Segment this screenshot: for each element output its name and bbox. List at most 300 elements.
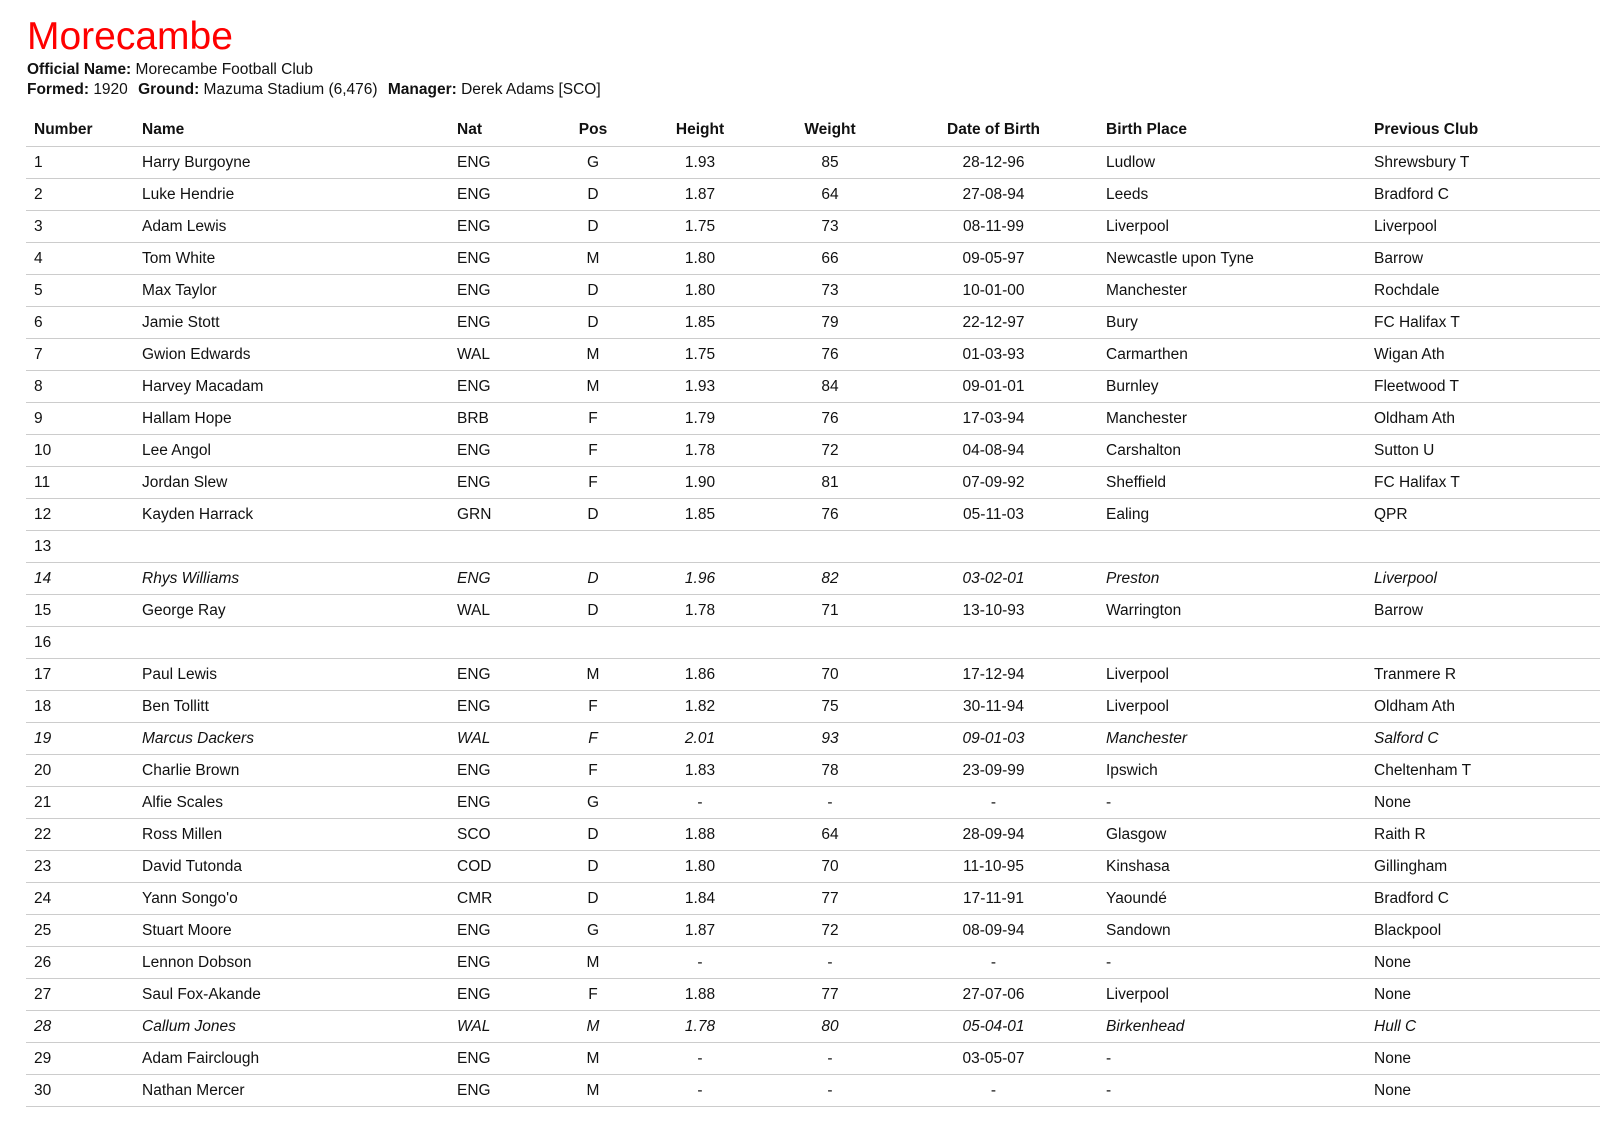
- player-name: Nathan Mercer: [134, 1075, 449, 1107]
- player-weight: 64: [771, 819, 889, 851]
- player-nationality: GRN: [449, 499, 557, 531]
- player-height: [629, 531, 771, 563]
- player-birth-place: Warrington: [1098, 595, 1366, 627]
- player-position: D: [557, 883, 629, 915]
- player-previous-club: Sutton U: [1366, 435, 1600, 467]
- player-date-of-birth: 17-03-94: [889, 403, 1098, 435]
- player-date-of-birth: 05-04-01: [889, 1011, 1098, 1043]
- player-position: [557, 531, 629, 563]
- player-weight: [771, 531, 889, 563]
- player-previous-club: Shrewsbury T: [1366, 147, 1600, 179]
- player-date-of-birth: 09-01-03: [889, 723, 1098, 755]
- player-previous-club: Wigan Ath: [1366, 339, 1600, 371]
- player-previous-club: None: [1366, 947, 1600, 979]
- table-row: [26, 467, 1600, 499]
- player-date-of-birth: [889, 531, 1098, 563]
- player-height: 1.87: [629, 179, 771, 211]
- table-row: [26, 627, 1600, 659]
- player-previous-club: [1366, 531, 1600, 563]
- player-position: M: [557, 339, 629, 371]
- player-date-of-birth: 01-03-93: [889, 339, 1098, 371]
- player-birth-place: Manchester: [1098, 275, 1366, 307]
- player-position: D: [557, 563, 629, 595]
- player-number: 3: [26, 211, 134, 243]
- table-header-row: [26, 114, 1600, 147]
- player-name: Jamie Stott: [134, 307, 449, 339]
- player-height: -: [629, 787, 771, 819]
- player-height: 1.86: [629, 659, 771, 691]
- player-nationality: WAL: [449, 723, 557, 755]
- column-header-height: Height: [629, 114, 771, 147]
- player-weight: 76: [771, 339, 889, 371]
- player-nationality: ENG: [449, 947, 557, 979]
- player-date-of-birth: 30-11-94: [889, 691, 1098, 723]
- page-title: Morecambe: [27, 15, 233, 58]
- player-number: 20: [26, 755, 134, 787]
- player-date-of-birth: 27-08-94: [889, 179, 1098, 211]
- manager-value: Derek Adams [SCO]: [461, 81, 601, 98]
- player-previous-club: FC Halifax T: [1366, 307, 1600, 339]
- player-name: [134, 531, 449, 563]
- player-height: 1.96: [629, 563, 771, 595]
- player-name: Rhys Williams: [134, 563, 449, 595]
- player-birth-place: Manchester: [1098, 403, 1366, 435]
- player-name: Hallam Hope: [134, 403, 449, 435]
- player-number: 28: [26, 1011, 134, 1043]
- player-date-of-birth: 28-12-96: [889, 147, 1098, 179]
- player-previous-club: Blackpool: [1366, 915, 1600, 947]
- player-weight: 75: [771, 691, 889, 723]
- player-height: 1.82: [629, 691, 771, 723]
- player-position: D: [557, 307, 629, 339]
- player-nationality: ENG: [449, 1043, 557, 1075]
- column-header-pos: Pos: [557, 114, 629, 147]
- table-row: [26, 851, 1600, 883]
- player-nationality: CMR: [449, 883, 557, 915]
- player-weight: 72: [771, 915, 889, 947]
- column-header-birth-place: Birth Place: [1098, 114, 1366, 147]
- table-row: [26, 499, 1600, 531]
- player-weight: 70: [771, 851, 889, 883]
- player-height: [629, 627, 771, 659]
- player-nationality: WAL: [449, 1011, 557, 1043]
- player-nationality: [449, 627, 557, 659]
- player-number: 5: [26, 275, 134, 307]
- player-name: Marcus Dackers: [134, 723, 449, 755]
- player-nationality: ENG: [449, 979, 557, 1011]
- player-previous-club: None: [1366, 787, 1600, 819]
- player-position: M: [557, 243, 629, 275]
- player-weight: 71: [771, 595, 889, 627]
- player-position: M: [557, 1043, 629, 1075]
- player-date-of-birth: 27-07-06: [889, 979, 1098, 1011]
- player-previous-club: Barrow: [1366, 595, 1600, 627]
- manager-label: Manager:: [387, 81, 457, 98]
- player-nationality: [449, 531, 557, 563]
- player-number: 8: [26, 371, 134, 403]
- table-row: [26, 1075, 1600, 1107]
- player-position: D: [557, 211, 629, 243]
- player-nationality: WAL: [449, 339, 557, 371]
- player-height: 1.87: [629, 915, 771, 947]
- player-name: George Ray: [134, 595, 449, 627]
- player-name: Tom White: [134, 243, 449, 275]
- player-name: Kayden Harrack: [134, 499, 449, 531]
- player-number: 22: [26, 819, 134, 851]
- player-height: 1.80: [629, 851, 771, 883]
- player-nationality: ENG: [449, 147, 557, 179]
- player-number: 4: [26, 243, 134, 275]
- player-name: Alfie Scales: [134, 787, 449, 819]
- player-name: Charlie Brown: [134, 755, 449, 787]
- player-nationality: ENG: [449, 1075, 557, 1107]
- player-position: F: [557, 979, 629, 1011]
- player-nationality: ENG: [449, 915, 557, 947]
- player-birth-place: Liverpool: [1098, 691, 1366, 723]
- player-date-of-birth: 11-10-95: [889, 851, 1098, 883]
- player-weight: -: [771, 787, 889, 819]
- player-number: 7: [26, 339, 134, 371]
- player-height: 1.79: [629, 403, 771, 435]
- player-position: M: [557, 947, 629, 979]
- table-row: [26, 147, 1600, 179]
- player-previous-club: Barrow: [1366, 243, 1600, 275]
- player-weight: -: [771, 1043, 889, 1075]
- table-row: [26, 179, 1600, 211]
- player-position: D: [557, 595, 629, 627]
- player-previous-club: Liverpool: [1366, 211, 1600, 243]
- player-number: 11: [26, 467, 134, 499]
- player-height: 2.01: [629, 723, 771, 755]
- player-date-of-birth: 03-02-01: [889, 563, 1098, 595]
- player-previous-club: Oldham Ath: [1366, 403, 1600, 435]
- player-number: 25: [26, 915, 134, 947]
- player-weight: 76: [771, 499, 889, 531]
- player-height: 1.80: [629, 243, 771, 275]
- player-birth-place: Kinshasa: [1098, 851, 1366, 883]
- player-name: Paul Lewis: [134, 659, 449, 691]
- player-number: 14: [26, 563, 134, 595]
- squad-table: [26, 114, 1600, 1107]
- player-date-of-birth: -: [889, 947, 1098, 979]
- player-previous-club: Bradford C: [1366, 883, 1600, 915]
- player-birth-place: Leeds: [1098, 179, 1366, 211]
- table-row: [26, 595, 1600, 627]
- player-nationality: ENG: [449, 691, 557, 723]
- player-position: F: [557, 723, 629, 755]
- player-birth-place: Carshalton: [1098, 435, 1366, 467]
- table-row: [26, 819, 1600, 851]
- player-birth-place: Birkenhead: [1098, 1011, 1366, 1043]
- player-position: F: [557, 691, 629, 723]
- player-weight: 72: [771, 435, 889, 467]
- player-name: Callum Jones: [134, 1011, 449, 1043]
- player-birth-place: -: [1098, 787, 1366, 819]
- player-weight: 70: [771, 659, 889, 691]
- player-name: Lee Angol: [134, 435, 449, 467]
- player-name: Ben Tollitt: [134, 691, 449, 723]
- player-date-of-birth: 17-12-94: [889, 659, 1098, 691]
- table-row: [26, 979, 1600, 1011]
- player-number: 6: [26, 307, 134, 339]
- table-row: [26, 915, 1600, 947]
- player-name: Adam Fairclough: [134, 1043, 449, 1075]
- player-height: 1.80: [629, 275, 771, 307]
- table-row: [26, 947, 1600, 979]
- table-row: [26, 755, 1600, 787]
- player-date-of-birth: 09-01-01: [889, 371, 1098, 403]
- player-height: 1.84: [629, 883, 771, 915]
- official-name-line: [27, 60, 601, 80]
- player-nationality: ENG: [449, 659, 557, 691]
- player-date-of-birth: 10-01-00: [889, 275, 1098, 307]
- player-name: Jordan Slew: [134, 467, 449, 499]
- player-previous-club: None: [1366, 1075, 1600, 1107]
- table-row: [26, 883, 1600, 915]
- player-name: Adam Lewis: [134, 211, 449, 243]
- squad-table-body: [26, 147, 1600, 1107]
- player-weight: 76: [771, 403, 889, 435]
- table-row: [26, 659, 1600, 691]
- player-number: 21: [26, 787, 134, 819]
- player-position: M: [557, 371, 629, 403]
- player-number: 23: [26, 851, 134, 883]
- player-weight: 81: [771, 467, 889, 499]
- player-number: 10: [26, 435, 134, 467]
- player-number: 2: [26, 179, 134, 211]
- player-number: 17: [26, 659, 134, 691]
- player-position: M: [557, 659, 629, 691]
- table-row: [26, 371, 1600, 403]
- player-weight: -: [771, 1075, 889, 1107]
- player-position: G: [557, 915, 629, 947]
- club-header: [27, 14, 601, 100]
- player-weight: -: [771, 947, 889, 979]
- player-number: 27: [26, 979, 134, 1011]
- player-date-of-birth: 09-05-97: [889, 243, 1098, 275]
- player-number: 18: [26, 691, 134, 723]
- player-birth-place: [1098, 627, 1366, 659]
- player-name: Luke Hendrie: [134, 179, 449, 211]
- player-previous-club: Tranmere R: [1366, 659, 1600, 691]
- player-birth-place: Ludlow: [1098, 147, 1366, 179]
- player-date-of-birth: 28-09-94: [889, 819, 1098, 851]
- player-weight: 93: [771, 723, 889, 755]
- player-height: 1.93: [629, 371, 771, 403]
- player-birth-place: [1098, 531, 1366, 563]
- player-weight: 85: [771, 147, 889, 179]
- player-date-of-birth: [889, 627, 1098, 659]
- player-height: 1.90: [629, 467, 771, 499]
- player-weight: [771, 627, 889, 659]
- player-height: 1.83: [629, 755, 771, 787]
- player-nationality: ENG: [449, 467, 557, 499]
- player-birth-place: Liverpool: [1098, 211, 1366, 243]
- player-nationality: ENG: [449, 755, 557, 787]
- player-birth-place: Ealing: [1098, 499, 1366, 531]
- player-nationality: ENG: [449, 435, 557, 467]
- player-birth-place: -: [1098, 947, 1366, 979]
- player-birth-place: Newcastle upon Tyne: [1098, 243, 1366, 275]
- player-name: David Tutonda: [134, 851, 449, 883]
- player-height: 1.85: [629, 307, 771, 339]
- table-row: [26, 531, 1600, 563]
- player-nationality: ENG: [449, 307, 557, 339]
- player-nationality: WAL: [449, 595, 557, 627]
- table-row: [26, 1043, 1600, 1075]
- table-row: [26, 339, 1600, 371]
- player-number: 13: [26, 531, 134, 563]
- player-height: 1.93: [629, 147, 771, 179]
- player-birth-place: Burnley: [1098, 371, 1366, 403]
- player-weight: 77: [771, 883, 889, 915]
- player-number: 19: [26, 723, 134, 755]
- player-weight: 66: [771, 243, 889, 275]
- ground-label: Ground:: [138, 81, 200, 98]
- player-date-of-birth: 08-09-94: [889, 915, 1098, 947]
- player-number: 26: [26, 947, 134, 979]
- player-previous-club: Gillingham: [1366, 851, 1600, 883]
- formed-value: 1920: [93, 81, 128, 98]
- table-row: [26, 691, 1600, 723]
- player-previous-club: Cheltenham T: [1366, 755, 1600, 787]
- player-name: Harry Burgoyne: [134, 147, 449, 179]
- player-date-of-birth: 03-05-07: [889, 1043, 1098, 1075]
- player-position: [557, 627, 629, 659]
- table-row: [26, 403, 1600, 435]
- player-name: Gwion Edwards: [134, 339, 449, 371]
- official-name-value: Morecambe Football Club: [135, 61, 314, 78]
- player-position: F: [557, 403, 629, 435]
- player-previous-club: Hull C: [1366, 1011, 1600, 1043]
- player-nationality: ENG: [449, 211, 557, 243]
- player-name: Lennon Dobson: [134, 947, 449, 979]
- player-weight: 82: [771, 563, 889, 595]
- player-height: -: [629, 1043, 771, 1075]
- player-birth-place: -: [1098, 1075, 1366, 1107]
- player-height: 1.78: [629, 435, 771, 467]
- player-birth-place: Bury: [1098, 307, 1366, 339]
- player-previous-club: Bradford C: [1366, 179, 1600, 211]
- player-birth-place: Ipswich: [1098, 755, 1366, 787]
- table-row: [26, 787, 1600, 819]
- player-previous-club: None: [1366, 979, 1600, 1011]
- player-birth-place: Preston: [1098, 563, 1366, 595]
- player-nationality: COD: [449, 851, 557, 883]
- player-date-of-birth: -: [889, 1075, 1098, 1107]
- player-weight: 84: [771, 371, 889, 403]
- player-height: 1.75: [629, 339, 771, 371]
- player-birth-place: Liverpool: [1098, 659, 1366, 691]
- player-nationality: SCO: [449, 819, 557, 851]
- player-number: 1: [26, 147, 134, 179]
- player-position: D: [557, 819, 629, 851]
- player-previous-club: Raith R: [1366, 819, 1600, 851]
- player-previous-club: FC Halifax T: [1366, 467, 1600, 499]
- player-number: 15: [26, 595, 134, 627]
- player-position: G: [557, 147, 629, 179]
- player-weight: 78: [771, 755, 889, 787]
- player-previous-club: QPR: [1366, 499, 1600, 531]
- player-height: 1.85: [629, 499, 771, 531]
- player-position: D: [557, 499, 629, 531]
- player-birth-place: Glasgow: [1098, 819, 1366, 851]
- player-previous-club: Rochdale: [1366, 275, 1600, 307]
- table-row: [26, 723, 1600, 755]
- player-height: 1.78: [629, 1011, 771, 1043]
- player-weight: 73: [771, 211, 889, 243]
- table-row: [26, 211, 1600, 243]
- column-header-name: Name: [134, 114, 449, 147]
- player-position: F: [557, 467, 629, 499]
- player-weight: 64: [771, 179, 889, 211]
- player-height: -: [629, 1075, 771, 1107]
- player-name: Harvey Macadam: [134, 371, 449, 403]
- table-row: [26, 275, 1600, 307]
- player-position: D: [557, 851, 629, 883]
- column-header-dob: Date of Birth: [889, 114, 1098, 147]
- player-nationality: ENG: [449, 563, 557, 595]
- player-weight: 79: [771, 307, 889, 339]
- table-row: [26, 307, 1600, 339]
- player-previous-club: Oldham Ath: [1366, 691, 1600, 723]
- player-number: 12: [26, 499, 134, 531]
- player-birth-place: Yaoundé: [1098, 883, 1366, 915]
- official-name-label: Official Name:: [27, 61, 132, 78]
- player-height: -: [629, 947, 771, 979]
- player-position: D: [557, 275, 629, 307]
- player-previous-club: [1366, 627, 1600, 659]
- player-previous-club: Fleetwood T: [1366, 371, 1600, 403]
- player-birth-place: Liverpool: [1098, 979, 1366, 1011]
- ground-value: Mazuma Stadium (6,476): [203, 81, 378, 98]
- player-birth-place: -: [1098, 1043, 1366, 1075]
- player-date-of-birth: 13-10-93: [889, 595, 1098, 627]
- player-number: 29: [26, 1043, 134, 1075]
- player-date-of-birth: 08-11-99: [889, 211, 1098, 243]
- player-number: 16: [26, 627, 134, 659]
- player-birth-place: Sandown: [1098, 915, 1366, 947]
- player-date-of-birth: 22-12-97: [889, 307, 1098, 339]
- player-weight: 73: [771, 275, 889, 307]
- player-position: F: [557, 755, 629, 787]
- column-header-nat: Nat: [449, 114, 557, 147]
- player-position: M: [557, 1075, 629, 1107]
- formed-label: Formed:: [27, 81, 89, 98]
- column-header-previous-club: Previous Club: [1366, 114, 1600, 147]
- player-birth-place: Carmarthen: [1098, 339, 1366, 371]
- player-nationality: ENG: [449, 371, 557, 403]
- player-height: 1.88: [629, 979, 771, 1011]
- player-name: Saul Fox-Akande: [134, 979, 449, 1011]
- table-row: [26, 435, 1600, 467]
- player-previous-club: Liverpool: [1366, 563, 1600, 595]
- table-row: [26, 1011, 1600, 1043]
- player-name: Max Taylor: [134, 275, 449, 307]
- player-position: D: [557, 179, 629, 211]
- column-header-number: Number: [26, 114, 134, 147]
- player-previous-club: Salford C: [1366, 723, 1600, 755]
- column-header-weight: Weight: [771, 114, 889, 147]
- table-row: [26, 243, 1600, 275]
- player-previous-club: None: [1366, 1043, 1600, 1075]
- player-number: 9: [26, 403, 134, 435]
- player-number: 24: [26, 883, 134, 915]
- player-date-of-birth: 04-08-94: [889, 435, 1098, 467]
- player-birth-place: Sheffield: [1098, 467, 1366, 499]
- player-weight: 77: [771, 979, 889, 1011]
- player-nationality: ENG: [449, 243, 557, 275]
